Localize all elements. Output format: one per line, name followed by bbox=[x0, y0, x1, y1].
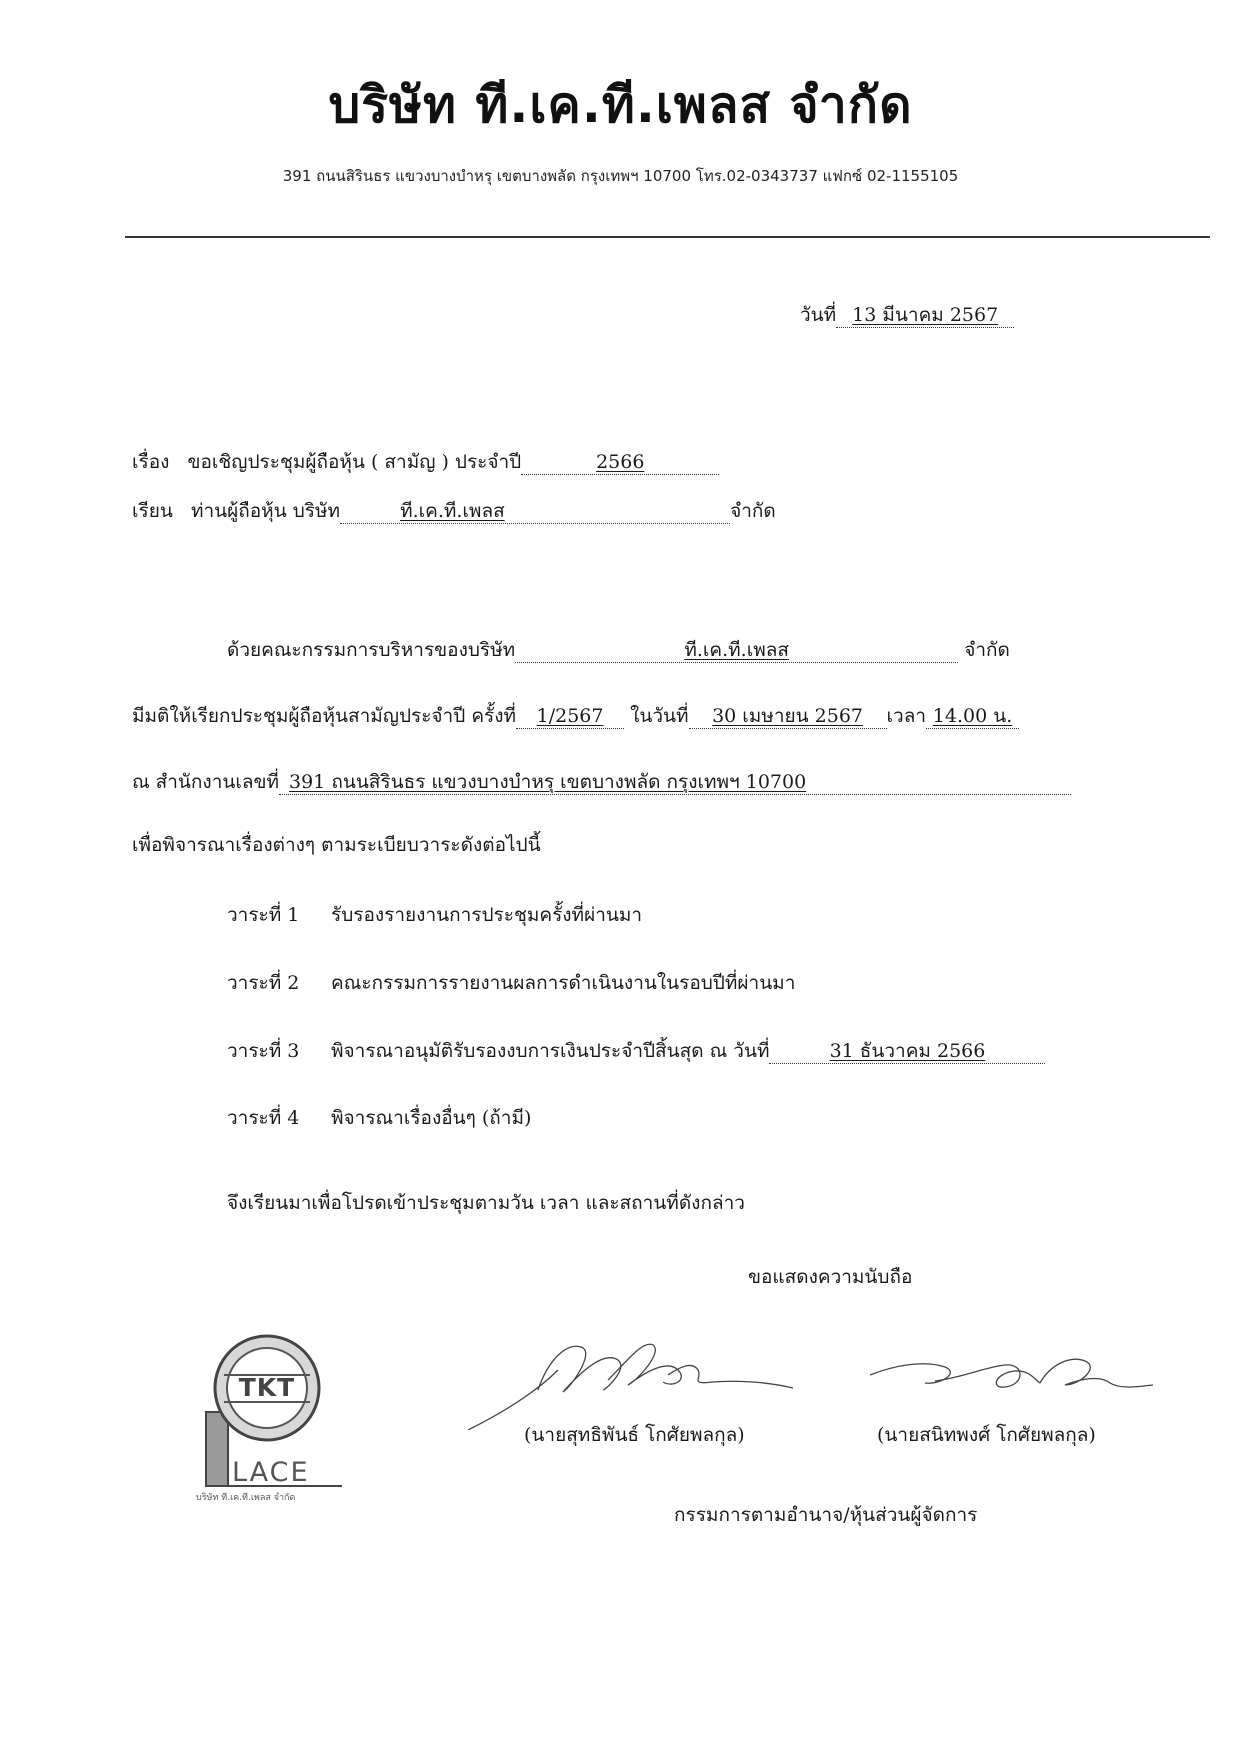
agenda-3-date-field bbox=[769, 1040, 1045, 1064]
company-logo bbox=[192, 1330, 342, 1515]
agenda-item-3 bbox=[227, 1036, 1045, 1066]
date-label: วันที่ bbox=[800, 304, 837, 326]
header-divider bbox=[125, 236, 1210, 238]
recipient-line bbox=[132, 496, 776, 526]
body-line1-suffix: จำกัด bbox=[964, 639, 1010, 661]
recipient-company-field bbox=[340, 500, 730, 524]
agenda-item-2 bbox=[227, 968, 795, 998]
logo-brand: TKT bbox=[238, 1373, 296, 1402]
date-value-field bbox=[836, 304, 1014, 328]
recipient-company: ที.เค.ที.เพลส bbox=[400, 500, 505, 522]
venue-field bbox=[279, 771, 1071, 795]
recipient-text: ท่านผู้ถือหุ้น บริษัท bbox=[190, 500, 341, 522]
recipient-suffix: จำกัด bbox=[730, 500, 776, 522]
closing-regards: ขอแสดงความนับถือ bbox=[748, 1266, 913, 1288]
signature-2-scribble bbox=[865, 1345, 1155, 1415]
body-company-field bbox=[515, 639, 958, 663]
agenda-text: พิจารณาอนุมัติรับรองงบการเงินประจำปีสิ้นสุด ณ วันที่ bbox=[331, 1040, 770, 1062]
company-name: บริษัท ที.เค.ที.เพลส จำกัด bbox=[328, 76, 913, 134]
recipient-label: เรียน bbox=[132, 500, 173, 522]
subject-line bbox=[132, 447, 719, 477]
subject-label: เรื่อง bbox=[132, 451, 170, 473]
meeting-no-field bbox=[516, 705, 624, 729]
agenda-text: พิจารณาเรื่องอื่นๆ (ถ้ามี) bbox=[331, 1107, 532, 1129]
agenda-item-1 bbox=[227, 900, 642, 930]
body-line1-prefix: ด้วยคณะกรรมการบริหารของบริษัท bbox=[227, 639, 516, 661]
body-line3-prefix: ณ สำนักงานเลขที่ bbox=[132, 771, 280, 793]
subject-year: 2566 bbox=[596, 451, 645, 473]
signature-1-scribble bbox=[468, 1330, 798, 1430]
agenda-label: วาระที่ 1 bbox=[227, 904, 300, 926]
company-address: 391 ถนนสิรินธร แขวงบางบำหรุ เขตบางพลัด กรุงเทพฯ 10700 โทร.02-0343737 แฟกซ์ 02-1155105 bbox=[282, 167, 959, 185]
agenda-item-4 bbox=[227, 1103, 531, 1133]
subject-year-field bbox=[521, 451, 719, 475]
date-line bbox=[800, 300, 1014, 330]
date-value: 13 มีนาคม 2567 bbox=[852, 304, 999, 326]
meeting-time-label: เวลา bbox=[886, 705, 927, 727]
signature-1-graphic bbox=[468, 1330, 798, 1430]
signature-2-name: (นายสนิทพงศ์ โกศัยพลกุล) bbox=[877, 1424, 1096, 1446]
body-company: ที.เค.ที.เพลส bbox=[684, 639, 789, 661]
body-line-4: เพื่อพิจารณาเรื่องต่างๆ ตามระเบียบวาระดังต่อไปนี้ bbox=[132, 834, 541, 856]
body-line-3 bbox=[132, 767, 1071, 797]
signature-2-graphic bbox=[865, 1345, 1155, 1415]
subject-text: ขอเชิญประชุมผู้ถือหุ้น ( สามัญ ) ประจำปี bbox=[187, 451, 522, 473]
meeting-date: 30 เมษายน 2567 bbox=[712, 705, 864, 727]
signature-1-name: (นายสุทธิพันธ์ โกศัยพลกุล) bbox=[524, 1424, 745, 1446]
signer-title: กรรมการตามอำนาจ/หุ้นส่วนผู้จัดการ bbox=[674, 1504, 978, 1526]
meeting-time-field bbox=[926, 705, 1019, 729]
agenda-text: รับรองรายงานการประชุมครั้งที่ผ่านมา bbox=[331, 904, 643, 926]
agenda-3-date: 31 ธันวาคม 2566 bbox=[829, 1040, 986, 1062]
meeting-time: 14.00 น. bbox=[932, 705, 1013, 727]
meeting-date-field bbox=[689, 705, 887, 729]
closing-invitation: จึงเรียนมาเพื่อโปรดเข้าประชุมตามวัน เวลา และสถานที่ดังกล่าว bbox=[227, 1192, 745, 1214]
body-line2-prefix: มีมติให้เรียกประชุมผู้ถือหุ้นสามัญประจำปี ครั้งที่ bbox=[132, 705, 517, 727]
agenda-text: คณะกรรมการรายงานผลการดำเนินงานในรอบปีที่ผ่านมา bbox=[331, 972, 796, 994]
body-line-1 bbox=[227, 635, 1010, 665]
body-line-2 bbox=[132, 701, 1019, 731]
agenda-label: วาระที่ 3 bbox=[227, 1040, 300, 1062]
logo-caption: บริษัท ที.เค.ที.เพลส จำกัด bbox=[196, 1493, 296, 1503]
logo-word: LACE bbox=[232, 1457, 310, 1488]
meeting-date-label: ในวันที่ bbox=[630, 705, 689, 727]
agenda-label: วาระที่ 2 bbox=[227, 972, 300, 994]
venue: 391 ถนนสิรินธร แขวงบางบำหรุ เขตบางพลัด กรุงเทพฯ 10700 bbox=[289, 771, 807, 793]
agenda-label: วาระที่ 4 bbox=[227, 1107, 300, 1129]
meeting-no: 1/2567 bbox=[536, 705, 604, 727]
